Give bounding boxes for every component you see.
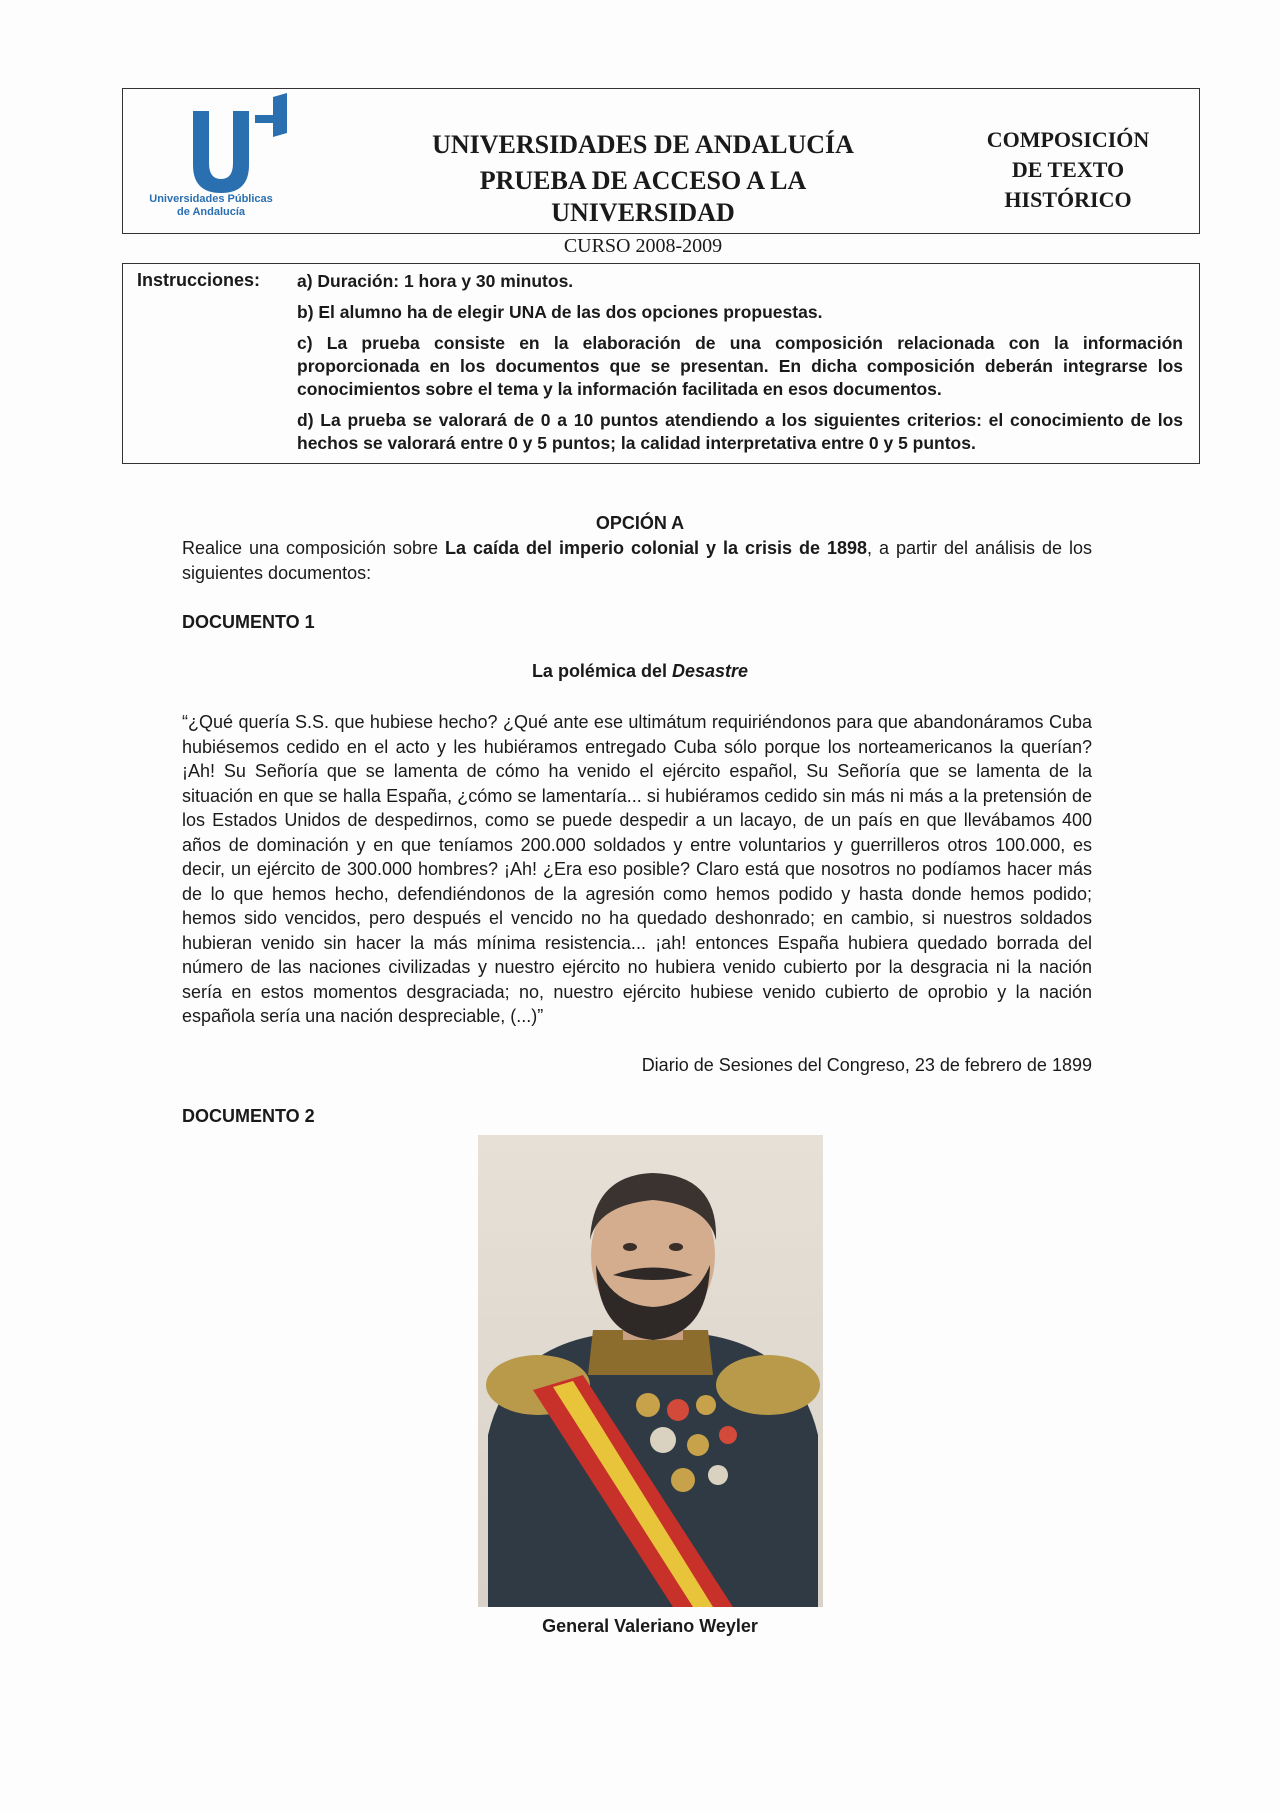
instruction-item: a) Duración: 1 hora y 30 minutos. (297, 271, 574, 291)
document-1-title (420, 661, 860, 682)
intro-topic: La caída del imperio colonial y la crisis de 1898 (445, 538, 868, 558)
intro-text: Realice una composición sobre (182, 538, 446, 558)
exam-type-line3: HISTÓRICO (1004, 187, 1132, 212)
instruction-item: c) La prueba consiste en la elaboración de una composición relacionada con la información proporcionada en los documentos que se presentan. En dicha composición deberán integrarse los conocimientos sobre el tema y la información facilitada en esos documentos. (297, 333, 1183, 399)
instructions-box (122, 263, 1200, 464)
option-intro (182, 536, 1092, 585)
instructions-label: Instrucciones: (137, 270, 261, 290)
logo-caption (131, 193, 291, 219)
doc1-title-prefix: La polémica del (531, 661, 672, 681)
option-title: OPCIÓN A (595, 513, 685, 533)
document-1-quote: “¿Qué quería S.S. que hubiese hecho? ¿Qué ante ese ultimátum requiriéndonos para que abandonáramos Cuba hubiésemos cedido en el acto y les hubiéramos entregado Cuba sólo porque los norteamericanos la querían? ¡Ah! Su Señoría que se lamenta de cómo ha venido el ejército español, Su Señoría que se lamenta de la situación en que se halla España, ¿cómo se lamentaría... si hubiéramos cedido sin más ni más a la pretensión de los Estados Unidos de despedirnos, como se puede despedir a un lacayo, de un país en que llevábamos 400 años de dominación y en que teníamos 200.000 soldados y entre voluntarios y guerrilleros otros 100.000, es decir, un ejército de 300.000 hombres? ¡Ah! ¿Era eso posible? Claro está que nosotros no podíamos hacer más de lo que hemos hecho, defendiéndonos de la agresión como hemos podido y hasta donde hemos podido; hemos sido vencidos, pero después el vencido no ha quedado deshonrado; en cambio, si nuestros soldados hubieran venido sin hacer la más mínima resistencia... ¡ah! entonces España hubiera quedado borrada del número de las naciones civilizadas y nuestro ejército no hubiera venido cubierto por la desgracia ni la nación sería en estos momentos desgraciada; no, nuestro ejército hubiese venido cubierto de oprobio y la nación española sería una nación despreciable, (...)” (182, 712, 1092, 1026)
logo-caption-line1: Universidades Públicas (149, 193, 273, 205)
instruction-item: b) El alumno ha de elegir UNA de las dos opciones propuestas. (297, 302, 823, 322)
portrait-caption: General Valeriano Weyler (542, 1616, 758, 1636)
portrait-image (478, 1135, 823, 1607)
instructions-list (297, 270, 1183, 463)
doc1-title-italic: Desastre (671, 661, 749, 681)
document-2-label: DOCUMENTO 2 (182, 1106, 315, 1126)
logo-caption-line2: de Andalucía (176, 206, 246, 218)
exam-type (953, 125, 1183, 215)
document-1-label: DOCUMENTO 1 (182, 612, 315, 632)
exam-title: PRUEBA DE ACCESO A LA UNIVERSIDAD (479, 166, 807, 227)
exam-type-line2: DE TEXTO (1011, 157, 1125, 182)
document-1-source: Diario de Sesiones del Congreso, 23 de febrero de 1899 (641, 1055, 1092, 1075)
title-block (393, 129, 893, 259)
header-box (122, 88, 1200, 257)
course-year: CURSO 2008-2009 (563, 235, 723, 257)
exam-type-line1: COMPOSICIÓN (986, 127, 1150, 152)
institution-title: UNIVERSIDADES DE ANDALUCÍA (432, 130, 854, 159)
instruction-item: d) La prueba se valorará de 0 a 10 puntos atendiendo a los siguientes criterios: el conocimiento de los hechos se valorará entre 0 y 5 puntos; la calidad interpretativa entre 0 y 5 puntos. (297, 410, 1183, 453)
intro-text-end: , a partir del análisis de los siguientes documentos: (182, 538, 1093, 583)
